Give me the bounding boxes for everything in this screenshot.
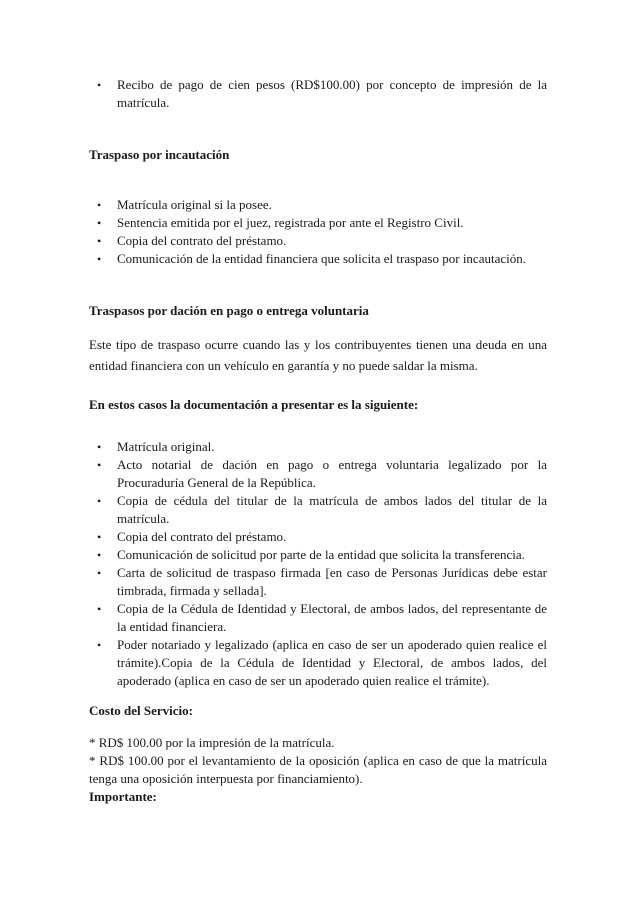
dacion-requirements-list (89, 438, 547, 690)
intro-list (89, 76, 547, 112)
list-item: • Sentencia emitida por el juez, registrada por ante el Registro Civil. (89, 214, 547, 232)
list-item: • Copia de cédula del titular de la matrícula de ambos lados del titular de la matrícula. (89, 492, 547, 528)
costo-line: * RD$ 100.00 por la impresión de la matrícula. (89, 735, 335, 750)
list-item: • Copia del contrato del préstamo. (89, 232, 547, 250)
heading-traspaso-dacion: Traspasos por dación en pago o entrega voluntaria (89, 303, 369, 318)
heading-costo-servicio: Costo del Servicio: (89, 703, 193, 718)
list-item: • Matrícula original si la posee. (89, 196, 547, 214)
document-content (89, 76, 547, 806)
heading-importante: Importante: (89, 789, 157, 804)
list-item: • Recibo de pago de cien pesos (RD$100.00) por concepto de impresión de la matrícula. (89, 76, 547, 112)
dacion-subheading: En estos casos la documentación a presentar es la siguiente: (89, 397, 419, 412)
costo-line: * RD$ 100.00 por el levantamiento de la oposición (aplica en caso de que la matrícula tenga una oposición interpuesta por financiamiento). (89, 753, 547, 786)
list-item: • Copia del contrato del préstamo. (89, 528, 547, 546)
dacion-description: Este tipo de traspaso ocurre cuando las y los contribuyentes tienen una deuda en una entidad financiera con un vehículo en garantía y no puede saldar la misma. (89, 337, 547, 373)
list-item: • Matrícula original. (89, 438, 547, 456)
list-item: • Copia de la Cédula de Identidad y Electoral, de ambos lados, del representante de la entidad financiera. (89, 600, 547, 636)
list-item: • Carta de solicitud de traspaso firmada [en caso de Personas Jurídicas debe estar timbrada, firmada y sellada]. (89, 564, 547, 600)
list-item: • Acto notarial de dación en pago o entrega voluntaria legalizado por la Procuraduría General de la República. (89, 456, 547, 492)
list-item: • Comunicación de la entidad financiera que solicita el traspaso por incautación. (89, 250, 547, 268)
list-item: • Poder notariado y legalizado (aplica en caso de ser un apoderado quien realice el trámite).Copia de la Cédula de Identidad y Electoral, de ambos lados, del apoderado (aplica en caso de ser un apoderado quien realice el trámite). (89, 636, 547, 690)
list-item: • Comunicación de solicitud por parte de la entidad que solicita la transferencia. (89, 546, 547, 564)
incautacion-requirements-list (89, 196, 547, 268)
heading-traspaso-incautacion: Traspaso por incautación (89, 147, 230, 162)
